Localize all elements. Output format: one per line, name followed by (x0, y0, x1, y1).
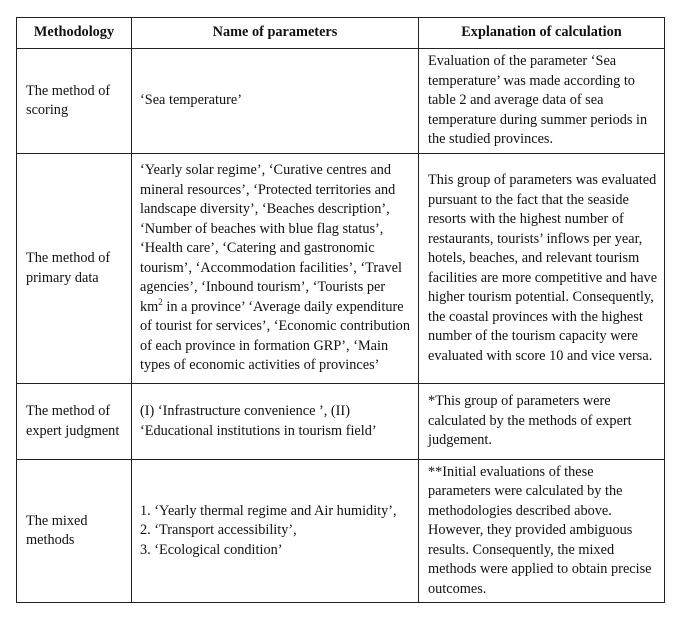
explanation-cell: Evaluation of the parameter ‘Sea temperature’ was made according to table 2 and average data of sea temperature during summer periods in the studied provinces. (419, 49, 665, 154)
explanation-cell: **Initial evaluations of these parameters were calculated by the methodologies described above. However, they provided ambiguous results. Consequently, the mixed methods were applied to obtain precise outcomes. (419, 460, 665, 603)
table-row (17, 49, 665, 154)
methodology-cell: The method of expert judgment (17, 384, 132, 460)
superscript-two: 2 (158, 296, 163, 307)
header-explanation: Explanation of calculation (419, 18, 665, 49)
parameter-list-item: 1. ‘Yearly thermal regime and Air humidity’, (140, 502, 397, 519)
methodology-table (16, 17, 665, 603)
header-row (17, 18, 665, 49)
table-row (17, 154, 665, 384)
parameters-cell: (I) ‘Infrastructure convenience ’, (II) ‘Educational institutions in tourism field’ (132, 384, 419, 460)
explanation-cell: This group of parameters was evaluated pursuant to the fact that the seaside resorts with the highest number of restaurants, tourists’ inflows per year, hotels, beaches, and relevant tourism facilities are more competitive and have higher tourism potential. Consequently, the coastal provinces with the highest number of the tourism capacity were evaluated with score 10 and vice versa. (419, 154, 665, 384)
parameters-cell (132, 154, 419, 384)
parameter-list-item: 3. ‘Ecological condition’ (140, 541, 283, 558)
parameters-cell: ‘Sea temperature’ (132, 49, 419, 154)
header-methodology: Methodology (17, 18, 132, 49)
header-parameters: Name of parameters (132, 18, 419, 49)
explanation-cell: *This group of parameters were calculated by the methods of expert judgement. (419, 384, 665, 460)
parameters-text-continued: in a province’ ‘Average daily expenditure of tourist for services’, ‘Economic contribution of each province in formation GRP’, ‘Main types of economic activities of provinces’ (140, 298, 410, 374)
parameters-text: ‘Yearly solar regime’, ‘Curative centres and mineral resources’, ‘Protected territories and landscape diversity’, ‘Beaches description’, ‘Number of beaches with blue flag status’, ‘Health care’, ‘Catering and gastronomic tourism’, ‘Accommodation facilities’, ‘Travel agencies’, ‘Inbound tourism’, ‘Tourists per km (140, 162, 402, 315)
parameters-cell (132, 460, 419, 603)
table-row (17, 384, 665, 460)
methodology-cell: The method of primary data (17, 154, 132, 384)
table-row (17, 460, 665, 603)
methodology-cell: The mixed methods (17, 460, 132, 603)
methodology-cell: The method of scoring (17, 49, 132, 154)
parameter-list-item: 2. ‘Transport accessibility’, (140, 522, 297, 539)
